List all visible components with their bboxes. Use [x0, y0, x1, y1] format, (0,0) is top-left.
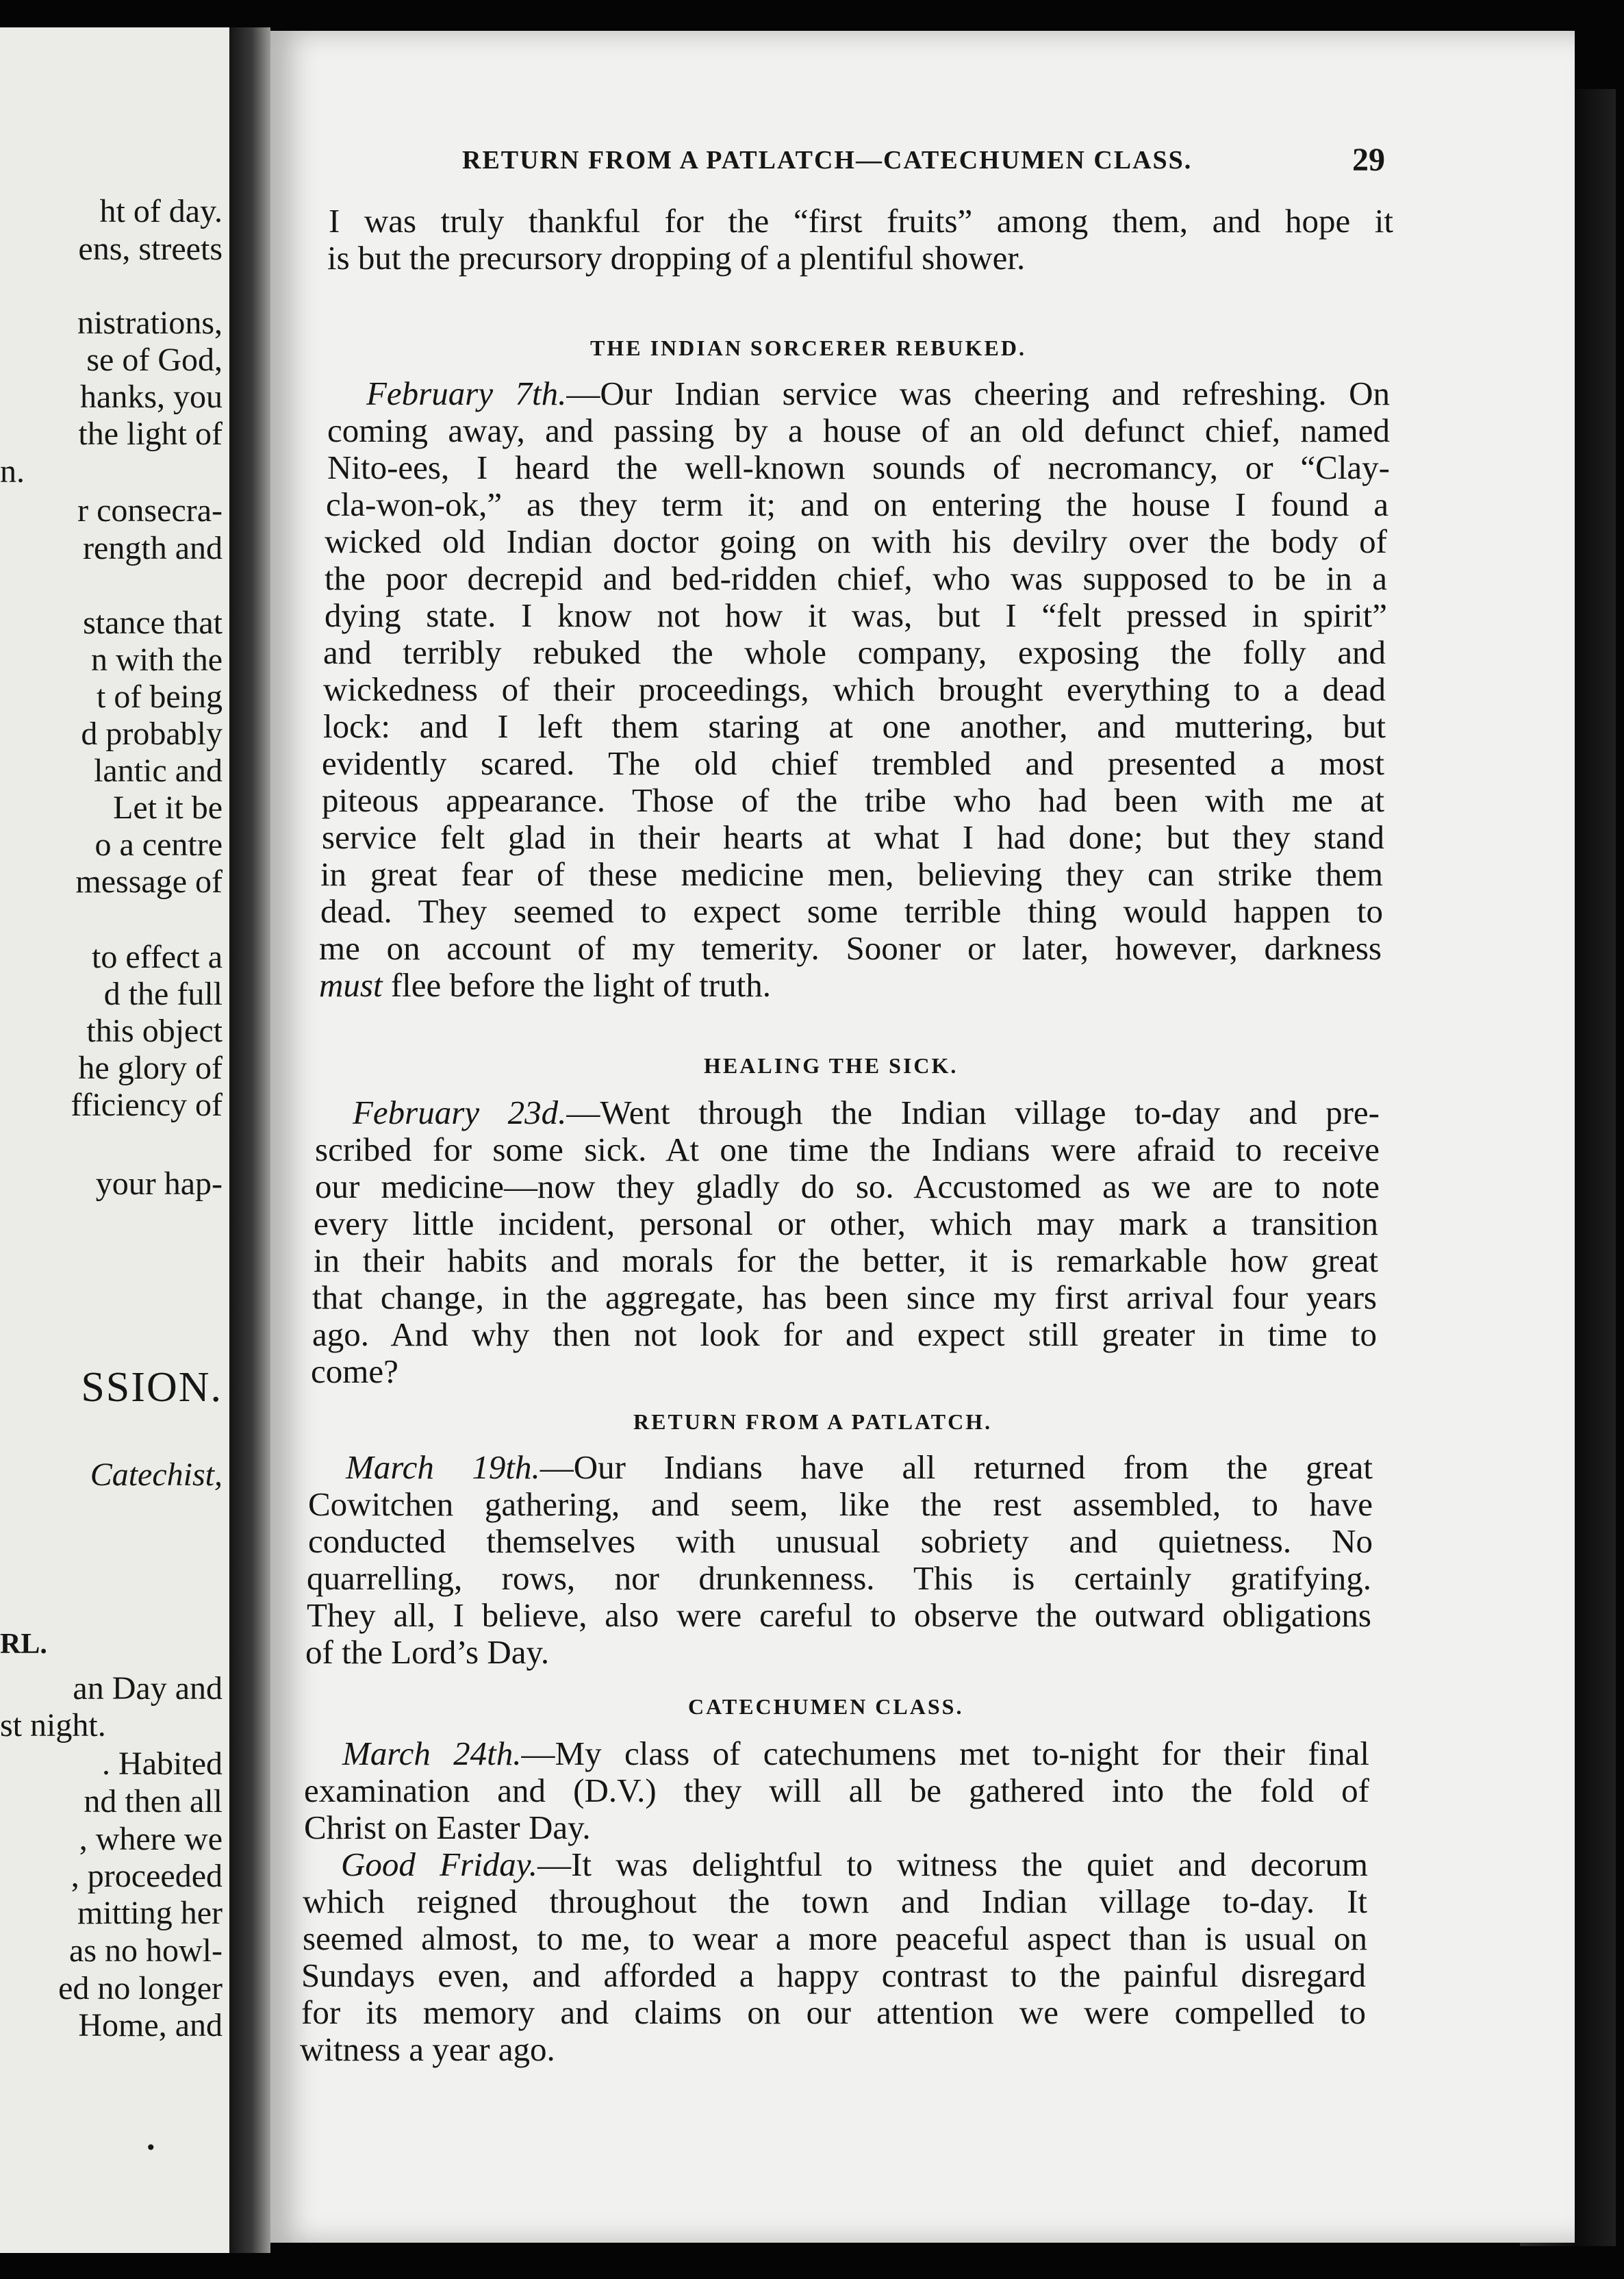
body-line: dead. They seemed to expect some terrible thing would happen to [320, 892, 1383, 930]
entry-date: Good Friday. [341, 1846, 538, 1883]
left-page-line: se of God, [86, 342, 223, 378]
left-page-line: nd then all [84, 1783, 223, 1820]
left-page-line: your hap- [95, 1166, 223, 1202]
body-line: conducted themselves with unusual sobriety and quietness. No [308, 1522, 1373, 1560]
body-line: for its memory and claims on our attention we were compelled to [301, 1993, 1366, 2031]
body-line: wicked old Indian doctor going on with his devilry over the body of [325, 522, 1387, 560]
entry-date: February 7th. [366, 375, 567, 412]
body-line: evidently scared. The old chief trembled and presented a most [322, 744, 1384, 782]
body-line: Nito-ees, I heard the well-known sounds of necromancy, or “Clay- [327, 449, 1390, 486]
left-page-line: stance that [83, 605, 223, 641]
body-line: wickedness of their proceedings, which brought everything to a dead [323, 670, 1386, 708]
left-facing-page [0, 27, 233, 2253]
left-page-line: d the full [103, 976, 223, 1012]
left-page-line: RL. [0, 1628, 47, 1660]
left-page-line: , proceeded [71, 1858, 223, 1894]
left-page-line: rength and [83, 530, 223, 566]
body-line: cla-won-ok,” as they term it; and on entering the house I found a [326, 486, 1388, 523]
body-line: scribed for some sick. At one time the Indians were afraid to receive [315, 1131, 1380, 1168]
body-line: dying state. I know not how it was, but I “felt pressed in spirit” [325, 596, 1387, 634]
body-line: in great fear of these medicine men, believing they can strike them [320, 855, 1383, 893]
section-heading: HEALING THE SICK. [704, 1053, 959, 1078]
body-line: February 23d.—Went through the Indian village to-day and pre- [353, 1094, 1380, 1131]
stray-dot: • [145, 2137, 157, 2159]
body-line: Cowitchen gathering, and seem, like the rest assembled, to have [308, 1485, 1373, 1523]
body-line: Christ on Easter Day. [304, 1809, 591, 1846]
entry-date: February 23d. [353, 1094, 567, 1131]
left-page-line: Catechist, [90, 1457, 223, 1493]
left-page-line: ed no longer [58, 1970, 223, 2006]
emphasis: must [319, 966, 383, 1004]
left-page-line: an Day and [73, 1670, 223, 1707]
body-line: seemed almost, to me, to wear a more peaceful aspect than is usual on [303, 1919, 1367, 1957]
left-page-line: n. [0, 453, 25, 490]
body-line: which reigned throughout the town and Indian village to-day. It [303, 1883, 1367, 1920]
left-page-line: o a centre [94, 827, 223, 863]
left-page-line: Let it be [113, 790, 223, 826]
left-page-line: . Habited [102, 1746, 223, 1782]
left-page-line: hanks, you [80, 379, 223, 415]
body-line: They all, I believe, also were careful to observe the outward obligations [307, 1596, 1371, 1634]
body-line: March 19th.—Our Indians have all returned from the great [346, 1448, 1373, 1486]
body-line: the poor decrepid and bed-ridden chief, who was supposed to be in a [325, 559, 1387, 597]
body-line: piteous appearance. Those of the tribe who had been with me at [322, 781, 1384, 819]
body-line: lock: and I left them staring at one another, and muttering, but [323, 707, 1386, 745]
left-page-line: r consecra- [77, 492, 223, 529]
left-page-line: , where we [79, 1821, 223, 1857]
body-line: our medicine—now they gladly do so. Accustomed as we are to note [315, 1168, 1380, 1205]
body-line: Sundays even, and afforded a happy contrast to the painful disregard [301, 1956, 1366, 1994]
body-line: examination and (D.V.) they will all be gathered into the fold of [304, 1772, 1369, 1809]
body-line: I was truly thankful for the “first fruits” among them, and hope it [329, 202, 1393, 240]
body-line: in their habits and morals for the better, it is remarkable how great [314, 1242, 1378, 1279]
body-line: March 24th.—My class of catechumens met to-night for their final [342, 1735, 1369, 1772]
body-line: of the Lord’s Day. [305, 1633, 550, 1671]
body-line: quarrelling, rows, nor drunkenness. This is certainly gratifying. [307, 1559, 1371, 1597]
body-line: and terribly rebuked the whole company, exposing the folly and [323, 633, 1386, 671]
section-heading: RETURN FROM A PATLATCH. [633, 1409, 993, 1434]
body-line: every little incident, personal or other, which may mark a transition [314, 1205, 1378, 1242]
body-line: is but the precursory dropping of a plentiful shower. [327, 239, 1026, 277]
left-page-line: fficiency of [71, 1087, 223, 1123]
page-number: 29 [1352, 142, 1385, 178]
left-page-line: t of being [97, 679, 223, 715]
left-page-line: ht of day. [99, 193, 223, 229]
left-page-line: to effect a [92, 939, 223, 975]
body-line: service felt glad in their hearts at what I had done; but they stand [322, 818, 1384, 856]
body-line: Good Friday.—It was delightful to witness the quiet and decorum [341, 1846, 1368, 1883]
section-heading: CATECHUMEN CLASS. [688, 1694, 964, 1719]
body-line: me on account of my temerity. Sooner or later, however, darkness [319, 929, 1382, 967]
left-page-line: st night. [0, 1707, 106, 1743]
running-head: RETURN FROM A PATLATCH—CATECHUMEN CLASS. [462, 146, 1193, 175]
body-line: February 7th.—Our Indian service was cheering and refreshing. On [366, 375, 1390, 412]
left-page-line: this object [86, 1013, 223, 1049]
body-line: ago. And why then not look for and expect still greater in time to [312, 1315, 1377, 1353]
book-gutter [229, 27, 270, 2253]
body-line: coming away, and passing by a house of an old defunct chief, named [327, 412, 1390, 449]
left-page-line: lantic and [94, 753, 223, 789]
entry-date: March 19th. [346, 1448, 540, 1486]
left-page-line: n with the [91, 642, 223, 678]
body-line: that change, in the aggregate, has been since my first arrival four years [312, 1279, 1377, 1316]
body-line: come? [311, 1352, 398, 1390]
left-page-line: he glory of [78, 1050, 223, 1086]
body-line: must flee before the light of truth. [319, 966, 771, 1004]
body-line: witness a year ago. [300, 2030, 555, 2068]
section-heading: THE INDIAN SORCERER REBUKED. [590, 336, 1026, 360]
left-page-line: as no howl- [69, 1932, 223, 1969]
left-page-line: nistrations, [77, 305, 223, 341]
left-page-line: Home, and [78, 2007, 223, 2043]
left-page-line: message of [75, 864, 223, 900]
left-page-line: d probably [81, 716, 223, 752]
left-page-line: ens, streets [78, 231, 223, 267]
left-page-line: mitting her [77, 1895, 223, 1931]
entry-date: March 24th. [342, 1735, 522, 1772]
left-page-heading: SSION. [81, 1364, 223, 1411]
left-page-line: the light of [78, 416, 223, 452]
